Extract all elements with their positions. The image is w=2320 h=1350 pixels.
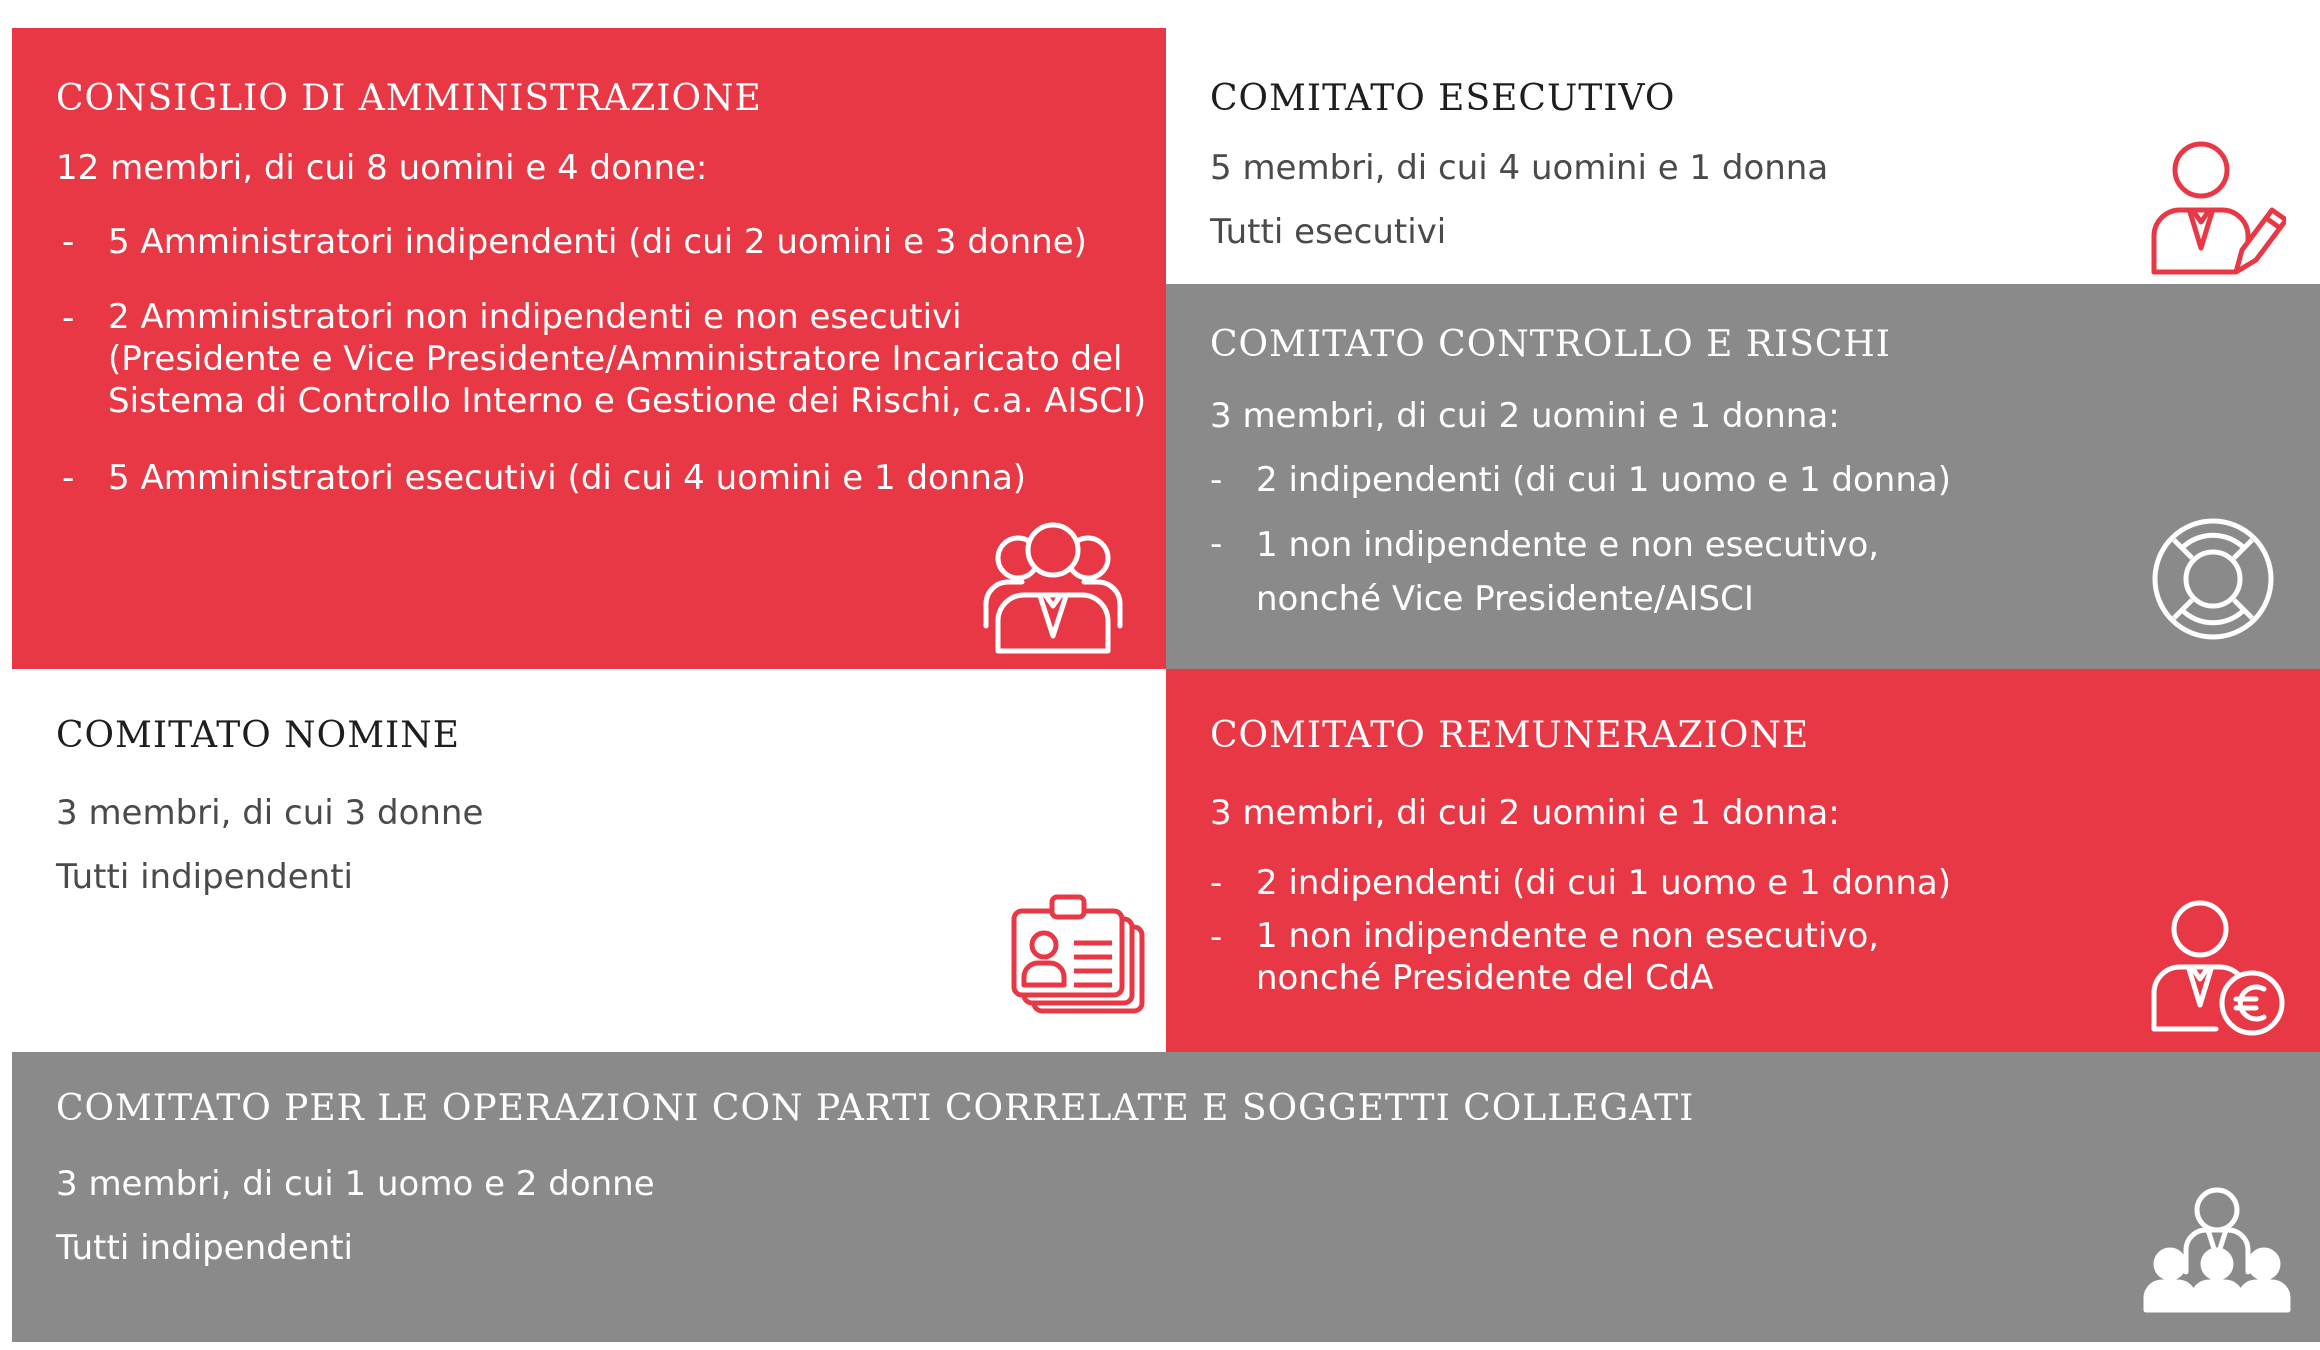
- panel-title: COMITATO CONTROLLO E RISCHI: [1210, 324, 1892, 365]
- panel-title: CONSIGLIO DI AMMINISTRAZIONE: [56, 78, 762, 119]
- list-item-text: 1 non indipendente e non esecutivo, nonché Vice Presidente/AISCI: [1256, 525, 1880, 619]
- lifebuoy-icon: [2148, 514, 2278, 644]
- list-item: [1210, 522, 2210, 622]
- panel-title: COMITATO NOMINE: [56, 715, 461, 756]
- members-summary: 3 membri, di cui 3 donne: [56, 793, 484, 833]
- panel-consiglio-amministrazione: [12, 28, 1166, 669]
- person-euro-icon: [2148, 891, 2288, 1039]
- dash-bullet: -: [62, 458, 75, 498]
- members-note: Tutti indipendenti: [56, 1228, 353, 1268]
- members-note: Tutti esecutivi: [1210, 212, 1447, 252]
- presenter-audience-icon: [2142, 1184, 2292, 1314]
- list-item: [1210, 861, 2210, 905]
- list-item: [62, 456, 1162, 500]
- person-signing-icon: [2146, 132, 2286, 282]
- list-item-text: 2 indipendenti (di cui 1 uomo e 1 donna): [1256, 863, 1952, 903]
- dash-bullet: -: [1210, 524, 1223, 564]
- dash-bullet: -: [1210, 460, 1223, 500]
- dash-bullet: -: [62, 222, 75, 262]
- panel-comitato-esecutivo: [1166, 28, 2320, 284]
- list-item: [62, 220, 1162, 264]
- dash-bullet: -: [1210, 917, 1223, 957]
- id-cards-icon: [1008, 893, 1148, 1017]
- list-item-text: 2 indipendenti (di cui 1 uomo e 1 donna): [1256, 460, 1952, 500]
- list-item-text: 5 Amministratori esecutivi (di cui 4 uomini e 1 donna): [108, 458, 1027, 498]
- list-item-text: 2 Amministratori non indipendenti e non esecutivi (Presidente e Vice Presidente/Amministratore Incaricato del Sistema di Controllo Interno e Gestione dei Rischi, c.a. AISCI): [108, 297, 1147, 421]
- dash-bullet: -: [62, 298, 75, 338]
- list-item-text: 1 non indipendente e non esecutivo, nonché Presidente del CdA: [1256, 916, 1880, 998]
- panel-title: COMITATO PER LE OPERAZIONI CON PARTI CORRELATE E SOGGETTI COLLEGATI: [56, 1088, 1695, 1129]
- members-summary: 3 membri, di cui 2 uomini e 1 donna:: [1210, 396, 1840, 436]
- dash-bullet: -: [1210, 863, 1223, 903]
- members-note: Tutti indipendenti: [56, 857, 353, 897]
- list-item: [62, 296, 1162, 428]
- group-people-icon: [978, 516, 1128, 656]
- panel-comitato-controllo-rischi: [1166, 284, 2320, 669]
- panel-title: COMITATO ESECUTIVO: [1210, 78, 1676, 119]
- members-summary: 3 membri, di cui 1 uomo e 2 donne: [56, 1164, 655, 1204]
- members-summary: 12 membri, di cui 8 uomini e 4 donne:: [56, 148, 708, 188]
- panel-comitato-remunerazione: [1166, 669, 2320, 1052]
- list-item-text: 5 Amministratori indipendenti (di cui 2 uomini e 3 donne): [108, 222, 1087, 262]
- panel-comitato-nomine: [12, 669, 1166, 1052]
- list-item: [1210, 458, 2210, 502]
- panel-title: COMITATO REMUNERAZIONE: [1210, 715, 1810, 756]
- members-summary: 5 membri, di cui 4 uomini e 1 donna: [1210, 148, 1829, 188]
- panel-comitato-parti-correlate: [12, 1052, 2320, 1342]
- list-item: [1210, 915, 2210, 1005]
- members-summary: 3 membri, di cui 2 uomini e 1 donna:: [1210, 793, 1840, 833]
